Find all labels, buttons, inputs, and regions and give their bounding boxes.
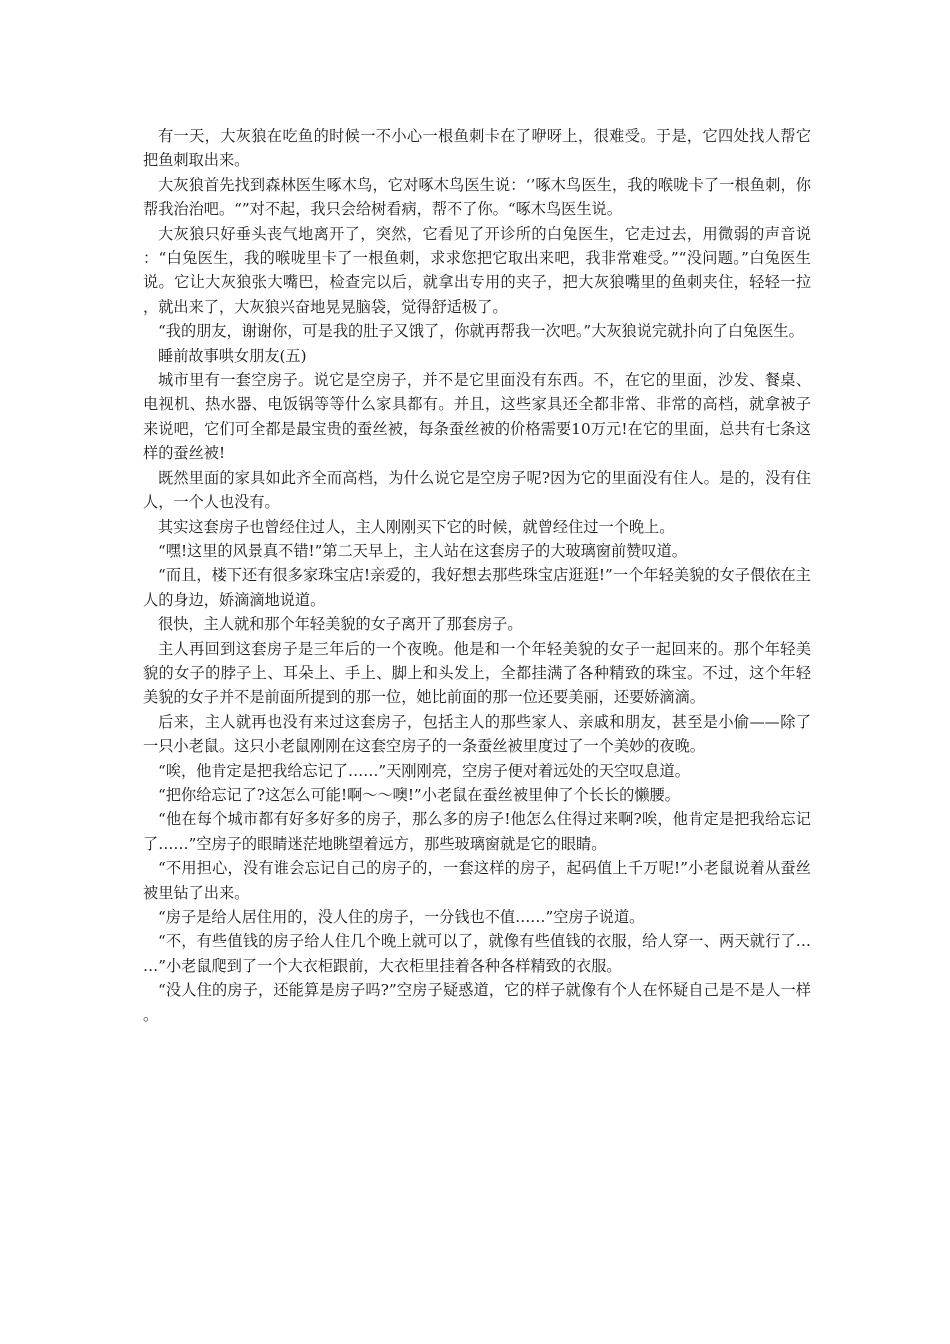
paragraph: 既然里面的家具如此齐全而高档，为什么说它是空房子呢?因为它的里面没有住人。是的，没有住人，一个人也没有。 <box>143 468 811 512</box>
paragraph: “唉，他肯定是把我给忘记了……”天刚刚亮，空房子便对着远处的天空叹息道。 <box>158 761 690 780</box>
document-body <box>143 124 811 1027</box>
paragraph: 其实这套房子也曾经住过人，主人刚刚买下它的时候，就曾经住过一个晚上。 <box>158 517 675 536</box>
paragraph: “房子是给人居住用的，没人住的房子，一分钱也不值……”空房子说道。 <box>158 908 645 926</box>
paragraph: 有一天，大灰狼在吃鱼的时候一不小心一根鱼刺卡在了咿呀上，很难受。于是，它四处找人帮它把鱼刺取出来。 <box>143 127 811 170</box>
paragraph: 很快，主人就和那个年轻美貌的女子离开了那套房子。 <box>158 615 523 634</box>
paragraph: “而且，楼下还有很多家珠宝店!亲爱的，我好想去那些珠宝店逛逛!”一个年轻美貌的女子偎依在主人的身边，娇滴滴地说道。 <box>143 566 811 609</box>
paragraph: “没人住的房子，还能算是房子吗?”空房子疑惑道，它的样子就像有个人在怀疑自己是不是人一样。 <box>143 981 811 1024</box>
paragraph: 后来，主人就再也没有来过这套房子，包括主人的那些家人、亲戚和朋友，甚至是小偷——除了一只小老鼠。这只小老鼠刚刚在这套空房子的一条蚕丝被里度过了一个美妙的夜晚。 <box>143 712 811 756</box>
paragraph: “把你给忘记了?这怎么可能!啊～～噢!”小老鼠在蚕丝被里伸了个长长的懒腰。 <box>158 785 680 804</box>
paragraph: 城市里有一套空房子。说它是空房子，并不是它里面没有东西。不，在它的里面，沙发、餐桌、电视机、热水器、电饭锅等等什么家具都有。并且，这些家具还全都非常、非常的高档，就拿被子来说吧，它们可全都是最宝贵的蚕丝被，每条蚕丝被的价格需要10万元!在它的里面，总共有七条这样的蚕丝被! <box>143 371 811 463</box>
paragraph: “不，有些值钱的房子给人住几个晚上就可以了，就像有些值钱的衣服，给人穿一、两天就行了……”小老鼠爬到了一个大衣柜跟前，大衣柜里挂着各种各样精致的衣服。 <box>143 932 811 975</box>
paragraph: “他在每个城市都有好多好多的房子，那么多的房子!他怎么住得过来啊?唉，他肯定是把我给忘记了……”空房子的眼睛迷茫地眺望着远方，那些玻璃窗就是它的眼睛。 <box>143 810 811 853</box>
paragraph: 大灰狼只好垂头丧气地离开了，突然，它看见了开诊所的白兔医生，它走过去，用微弱的声音说：“白兔医生，我的喉咙里卡了一根鱼刺，求求您把它取出来吧，我非常难受。”“没问题。”白兔医生说。它让大灰狼张大嘴巴，检查完以后，就拿出专用的夹子，把大灰狼嘴里的鱼刺夹住，轻轻一拉，就出来了，大灰狼兴奋地晃晃脑袋，觉得舒适极了。 <box>143 224 811 316</box>
section-heading: 睡前故事哄女朋友(五) <box>158 346 307 365</box>
paragraph: “不用担心，没有谁会忘记自己的房子的，一套这样的房子，起码值上千万呢!”小老鼠说着从蚕丝被里钻了出来。 <box>143 859 811 902</box>
paragraph: “嘿!这里的风景真不错!”第二天早上，主人站在这套房子的大玻璃窗前赞叹道。 <box>158 541 687 560</box>
paragraph: 大灰狼首先找到森林医生啄木鸟，它对啄木鸟医生说：‘’啄木鸟医生，我的喉咙卡了一根鱼刺，你帮我治治吧。“”对不起，我只会给树看病，帮不了你。“啄木鸟医生说。 <box>143 175 811 219</box>
paragraph: “我的朋友，谢谢你，可是我的肚子又饿了，你就再帮我一次吧。”大灰狼说完就扑向了白兔医生。 <box>158 322 804 341</box>
paragraph: 主人再回到这套房子是三年后的一个夜晚。他是和一个年轻美貌的女子一起回来的。那个年轻美貌的女子的脖子上、耳朵上、手上、脚上和头发上，全都挂满了各种精致的珠宝。不过，这个年轻美貌的女子并不是前面所提到的那一位，她比前面的那一位还要美丽，还要娇滴滴。 <box>143 639 811 707</box>
